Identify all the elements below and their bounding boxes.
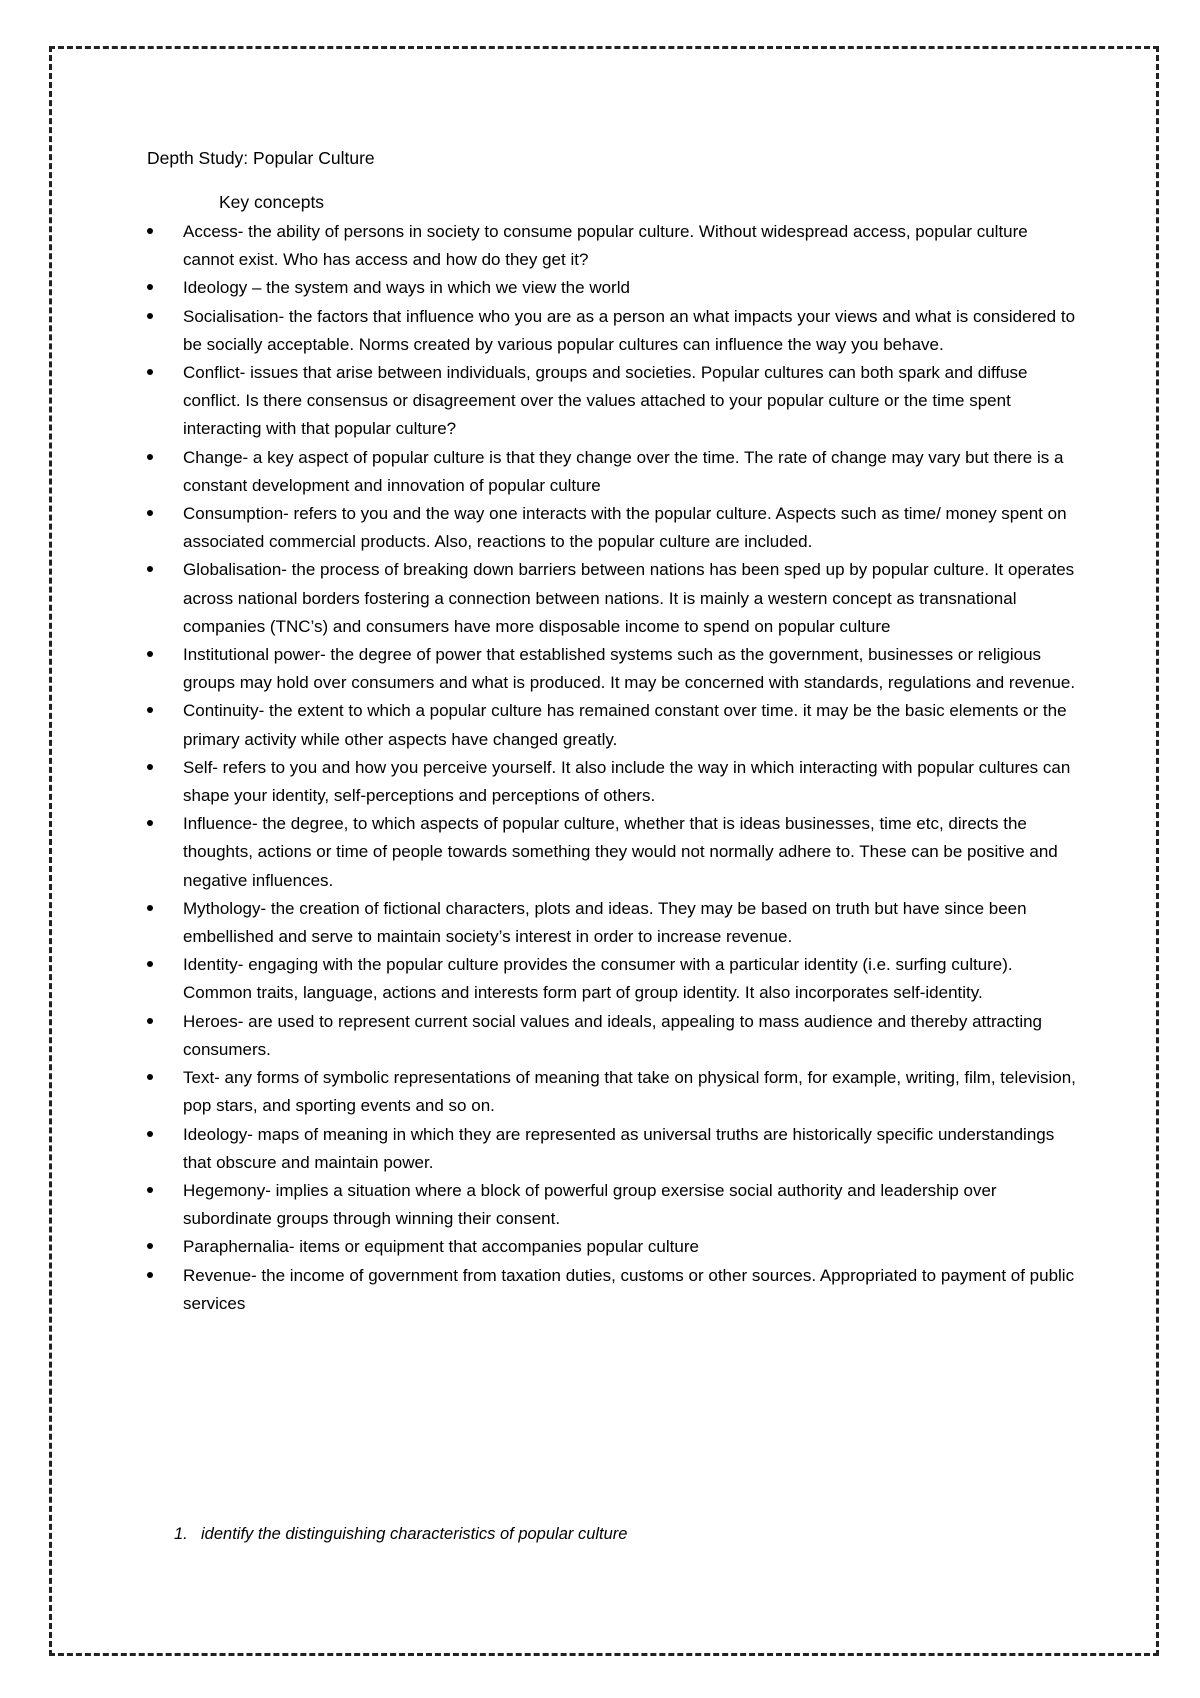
concept-item [147,1233,1077,1261]
bullet-icon [147,1243,153,1249]
concept-item [147,1008,1077,1064]
concept-item [147,895,1077,951]
concept-text: Ideology- maps of meaning in which they are represented as universal truths are historically specific understandings that obscure and maintain power. [183,1124,1055,1172]
concept-text: Mythology- the creation of fictional characters, plots and ideas. They may be based on truth but have since been embellished and serve to maintain society’s interest in order to increase revenue. [183,898,1027,947]
concept-item [147,1121,1077,1177]
bullet-icon [147,510,153,516]
concept-item [147,444,1077,500]
concept-item [147,1064,1077,1120]
bullet-icon [147,707,153,713]
key-concepts-list [147,218,1077,1318]
concept-item [147,754,1077,810]
concept-text: Institutional power- the degree of power that established systems such as the government, businesses or religious groups may hold over consumers and what is produced. It may be concerned with standards, regulations and revenue. [183,645,1076,693]
concept-text: Text- any forms of symbolic representations of meaning that take on physical form, for example, writing, film, television, pop stars, and sporting events and so on. [183,1068,1076,1116]
bullet-icon [147,566,153,572]
concept-item [147,1177,1077,1233]
concept-text: Change- a key aspect of popular culture is that they change over the time. The rate of change may vary but there is a constant development and innovation of popular culture [183,447,1064,495]
concept-item [147,218,1077,274]
concept-text: Hegemony- implies a situation where a block of powerful group exersise social authority and leadership over subordinate groups through winning their consent. [183,1180,997,1229]
question-text: identify the distinguishing characteristics of popular culture [201,1525,628,1543]
bullet-icon [147,284,153,290]
concept-text: Self- refers to you and how you perceive yourself. It also include the way in which interacting with popular cultures can shape your identity, self-perceptions and perceptions of others. [183,757,1071,806]
concept-item [147,810,1077,895]
concept-item [147,641,1077,697]
concept-text: Socialisation- the factors that influence who you are as a person an what impacts your views and what is considered to be socially acceptable. Norms created by various popular cultures can influence the way you behave. [183,306,1076,354]
question-item [174,1522,627,1546]
concept-text: Revenue- the income of government from taxation duties, customs or other sources. Appropriated to payment of public services [183,1265,1075,1313]
key-concepts-heading: Key concepts [219,192,325,212]
bullet-icon [147,1272,153,1278]
bullet-icon [147,1074,153,1080]
concept-text: Continuity- the extent to which a popular culture has remained constant over time. it may be the basic elements or the primary activity while other aspects have changed greatly. [183,701,1067,749]
concept-text: Ideology – the system and ways in which we view the world [183,278,630,298]
concept-item [147,1262,1077,1318]
concept-item [147,697,1077,753]
concept-item [147,303,1077,359]
concept-text: Consumption- refers to you and the way one interacts with the popular culture. Aspects such as time/ money spent on associated commercial products. Also, reactions to the popular culture are included. [183,504,1067,552]
document-title: Depth Study: Popular Culture [147,148,375,168]
concept-item [147,359,1077,444]
bullet-icon [147,1131,153,1137]
concept-text: Conflict- issues that arise between individuals, groups and societies. Popular cultures can both spark and diffuse conflict. Is there consensus or disagreement over the values attached to your popular culture or the time spent interacting with that popular culture? [183,363,1028,439]
bullet-icon [147,651,153,657]
bullet-icon [147,369,153,375]
concept-item [147,556,1077,641]
bullet-icon [147,228,153,234]
bullet-icon [147,905,153,911]
bullet-icon [147,820,153,826]
question-number: 1. [174,1525,188,1543]
bullet-icon [147,454,153,460]
bullet-icon [147,313,153,319]
bullet-icon [147,961,153,967]
concept-text: Access- the ability of persons in society to consume popular culture. Without widespread access, popular culture cannot exist. Who has access and how do they get it? [183,222,1028,270]
concept-item [147,274,1077,302]
bullet-icon [147,1187,153,1193]
concept-text: Heroes- are used to represent current social values and ideals, appealing to mass audience and thereby attracting consumers. [183,1011,1043,1059]
concept-text: Globalisation- the process of breaking down barriers between nations has been sped up by popular culture. It operates across national borders fostering a connection between nations. It is mainly a western concept as transnational companies (TNC’s) and consumers have more disposable income to spend on popular culture [183,560,1075,636]
concept-text: Paraphernalia- items or equipment that accompanies popular culture [183,1237,699,1257]
concept-item [147,951,1077,1007]
concept-item [147,500,1077,556]
bullet-icon [147,1018,153,1024]
concept-text: Influence- the degree, to which aspects of popular culture, whether that is ideas businesses, time etc, directs the thoughts, actions or time of people towards something they would not normally adhere to. These can be positive and negative influences. [183,814,1058,890]
bullet-icon [147,764,153,770]
concept-text: Identity- engaging with the popular culture provides the consumer with a particular identity (i.e. surfing culture). Common traits, language, actions and interests form part of group identity. It also incorporates self-identity. [183,955,1013,1003]
document-body [147,146,1077,1318]
